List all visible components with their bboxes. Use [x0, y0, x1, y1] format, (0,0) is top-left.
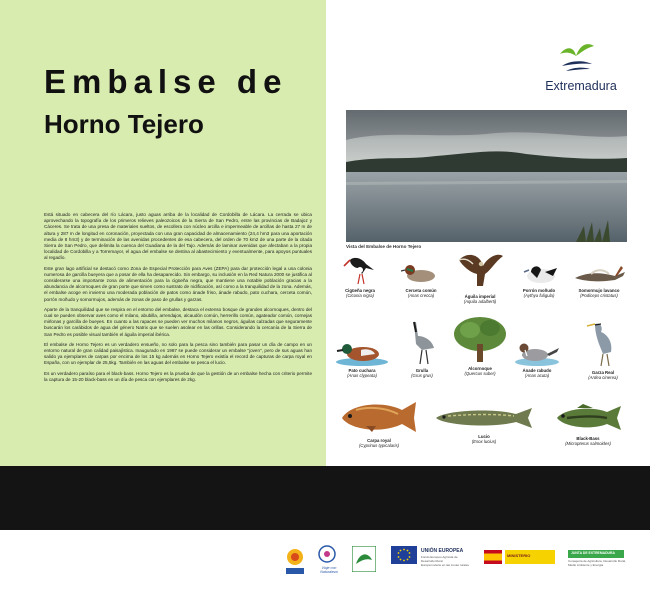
species-name: Lucio — [478, 434, 490, 439]
species-scientific: (Anas acuta) — [524, 373, 550, 379]
species-name: Cerceta común — [405, 288, 437, 293]
species-card — [450, 314, 510, 376]
junta-subtext: Consejería de Agricultura, Desarrollo Rural, Medio Ambiente y Energía — [568, 559, 626, 567]
eu-fund-text: Fondo Europeo Agrícola de Desarrollo Rural — [421, 555, 458, 563]
species-name: Somormujo lavanco — [578, 288, 620, 293]
species-name: Ánade rabudo — [522, 368, 552, 373]
page-title — [44, 64, 314, 139]
species-card — [334, 398, 424, 448]
species-name: Águila imperial — [464, 294, 496, 299]
species-scientific: (Anas clypeata) — [347, 373, 377, 379]
eu-motto-text: Europa invierte en las zonas rurales — [421, 563, 469, 567]
title-line-1: Embalse de — [44, 63, 288, 100]
species-card — [568, 262, 630, 298]
species-card — [578, 320, 628, 380]
species-card — [336, 250, 384, 298]
species-name: Porrón moñudo — [522, 288, 556, 293]
species-name: Black-Bass — [576, 436, 600, 441]
species-card — [334, 340, 390, 378]
teal-icon — [401, 262, 441, 286]
duck-icon — [519, 260, 559, 286]
species-scientific: (Anas crecca) — [407, 293, 435, 299]
species-name: Pato cuchara — [348, 368, 376, 373]
leader-logo-icon — [352, 546, 376, 572]
photo-caption: Vista del Embalse de Horno Tejero — [346, 244, 422, 249]
species-name: Alcornoque — [468, 366, 492, 371]
heron-icon — [585, 320, 621, 368]
title-line-2: Horno Tejero — [44, 109, 204, 140]
species-card — [452, 246, 508, 304]
spain-flag-icon — [484, 550, 502, 564]
eu-title: UNIÓN EUROPEA — [421, 548, 464, 554]
species-scientific: (Micropterus salmoides) — [565, 441, 611, 447]
viaje-logo-icon — [318, 544, 336, 564]
species-scientific: (Ardea cinerea) — [588, 375, 618, 381]
species-scientific: (Quercus suber) — [464, 371, 496, 377]
paragraph: Está situado en cabecera del río Lácara, justo aguas arriba de la localidad de Cordobilla de Lácara. La cerrada se ubica aprovechando la topografía de los primeros relieves paleozoicos de la Sierra de San Pedro, entre las provincias de Badajoz y Cáceres. Se trata de una presa de materiales sueltos, de escollera con núcleo arcilla e impermeable de arcillas de hasta 27 m de altura y 287 m de longitud en coronación, proyectada con una gran capacidad de almacenamiento (24,4 hm3 para una aportación media de 8 hm3) y de terminación de las avenidas procedentes de esa cabecera, del orden de 70 km2 de una parte de la citada Sierra de San Pedro, que delimita la cuenca del Guadiana de la del Tajo. Además de laminar avenidas que afectaban a la propia localidad de Cordobilla y a Torremayor, el agua del embalse se destina al abastecimiento y eventualmente, para apoyos puntuales al regadío. — [44, 212, 312, 261]
species-scientific: (Esox lucius) — [471, 439, 497, 445]
viaje-logo-text: Viaje con Naturaleza — [320, 566, 338, 574]
eagle-icon — [455, 246, 505, 292]
species-card — [546, 402, 630, 446]
local-logo-icon — [284, 548, 306, 576]
logo-wordmark: Extremadura — [545, 79, 617, 93]
species-card — [396, 262, 446, 298]
crane-icon — [402, 318, 442, 366]
paragraph: Es un verdadero paraíso para el black-bass. Horno Tejero es la prueba de que la gestión de un embalse hecha con criterio permite la captura de 15-20 black-bass en un día de pesca con ejemplares de 2kg. — [44, 370, 312, 382]
bass-icon — [553, 402, 623, 434]
paragraph: El embalse de Horno Tejero es un verdadero ensueño, no solo para la pesca sino también para pasar un día de campo en un entorno natural de gran calidad paisajística. Inaugurado en 1987 se puede considerar un embalse "joven", pero de sus aguas han salido ya ejemplares de carpas por encima de los 15 kg además en Horno Tejero existía el record de capturas de carpa royal en España, con un ejemplar de 25,5kg. También en las aguas del embalse se pesca el lucio. — [44, 341, 312, 366]
junta-label: JUNTA DE EXTREMADURA — [571, 551, 615, 555]
species-scientific: (Aythya fuligula) — [523, 293, 555, 299]
grebe-icon — [571, 262, 627, 286]
sponsor-logos — [0, 530, 650, 604]
species-scientific: (Aquila adalberti) — [463, 299, 497, 305]
species-card — [512, 340, 562, 378]
footer-band — [0, 466, 650, 530]
species-scientific: (Cyprinus typicalaris) — [358, 443, 400, 449]
paragraph: Este gran lago artificial se destacó como Zona de Especial Protección para Aves (ZEPA) para dar protección legal a una colonia numerosa de garcilla bueyera que a posar de ella ha desaparecido. Sin embargo, su inclusión en la Red Natura 2000 se justifica al considerarse una importante zona de alimentación para la cigüeña negra, que mantiene una notable población gracias a la abundancia de alcornoques de gran porte que sirven como sustrato de nidificación, así como a la tranquilidad de la zona. Además, el embalse acoge en invierno una moderada población de patos como ánade friso, ánade rabudo, pato cuchara, cerceta común, porrón moñudo y somormujos, además de zonas de paso de grullas y garzas. — [44, 265, 312, 302]
species-card — [398, 318, 446, 378]
species-name: Grulla — [415, 368, 429, 373]
species-card — [432, 404, 536, 444]
ministry-logo — [505, 550, 555, 564]
species-name: Garza Real — [591, 370, 615, 375]
species-name: Cigüeña negra — [345, 288, 375, 293]
extremadura-logo-icon — [556, 40, 596, 76]
species-card — [516, 260, 562, 298]
text-panel — [0, 0, 326, 466]
species-scientific: (Podiceps cristatus) — [580, 293, 618, 299]
ministry-label: MINISTERIO — [507, 553, 531, 558]
carp-icon — [336, 398, 422, 436]
cork-oak-icon — [452, 314, 508, 364]
species-scientific: (Grus grus) — [411, 373, 433, 379]
pike-icon — [434, 404, 534, 432]
junta-logo — [568, 550, 624, 558]
eu-flag-icon — [391, 546, 417, 564]
description-text — [44, 212, 312, 387]
species-scientific: (Ciconia nigra) — [346, 293, 374, 299]
species-name: Carpa royal — [367, 438, 391, 443]
extremadura-logo — [536, 40, 626, 98]
reservoir-photo — [346, 110, 627, 242]
pintail-icon — [513, 340, 561, 366]
paragraph: Aparte de la tranquilidad que se respira en el entorno del embalse, destaca el extenso bosque de grandes alcornoques, dentro del cual se pueden observar aves como el milano, abubilla, arrendajos, alcaudón común, herrerillo común, agateador común, cornejas mirlonas y garcilla de bueyes. En cuanto a las rapaces se pueden ver muchos milanos negros, águilas calzadas que seguramente buscarán los carábidos de agua del género Natrix que se suelen asolear en las orillas. Considerando la cercanía de la Sierra de San Pedro es posible visual también el águila imperial ibérica. — [44, 306, 312, 337]
shoveler-icon — [335, 340, 389, 366]
stork-icon — [340, 250, 380, 286]
